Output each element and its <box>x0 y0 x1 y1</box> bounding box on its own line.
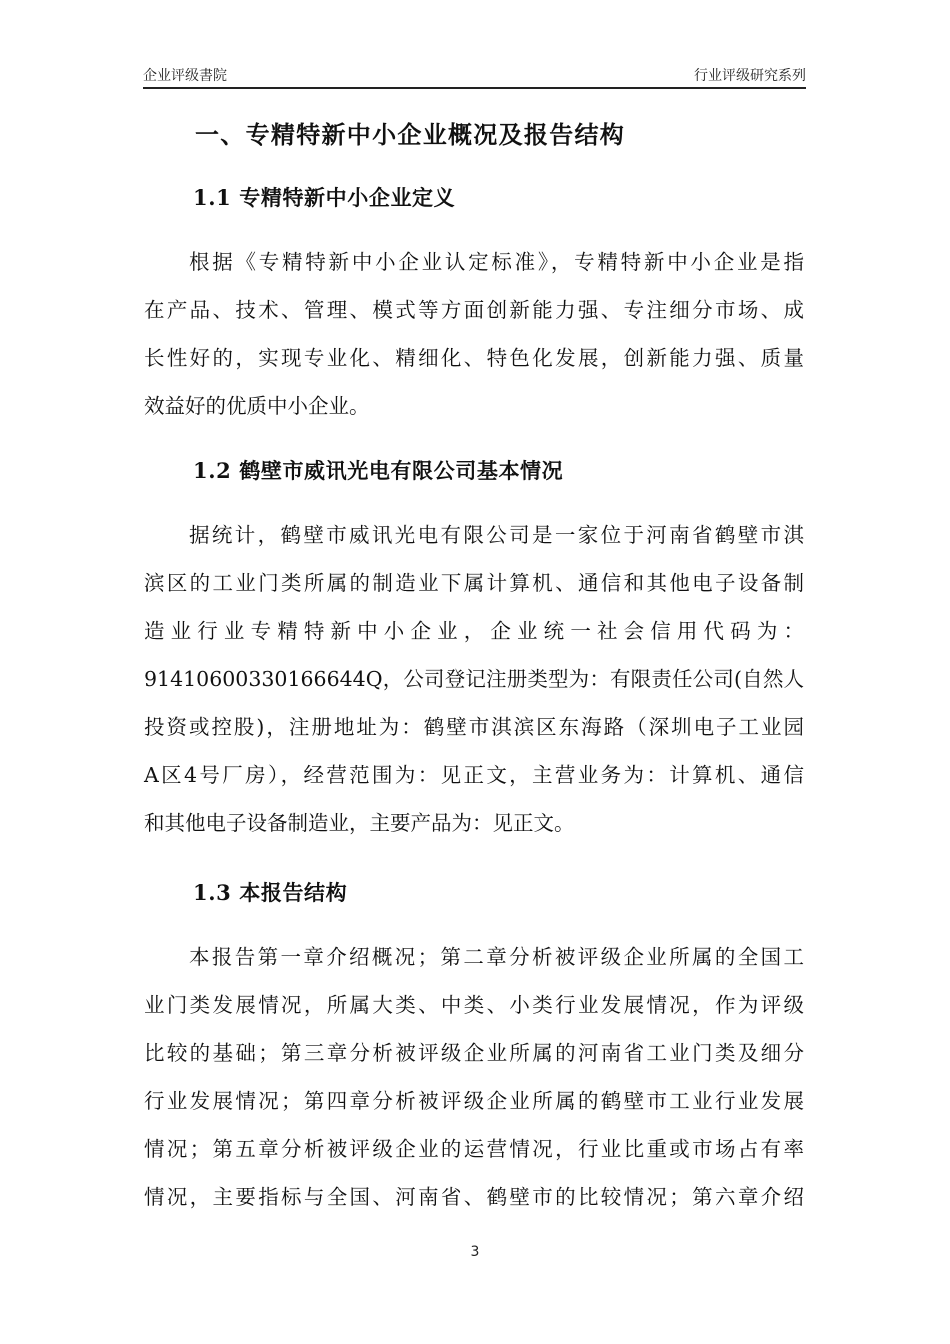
paragraph-line: 造业行业专精特新中小企业，企业统一社会信用代码为： <box>144 619 804 643</box>
chapter-title: 一、专精特新中小企业概况及报告结构 <box>195 120 626 149</box>
paragraph-line: 投资或控股)，注册地址为：鹤壁市淇滨区东海路（深圳电子工业园 <box>144 715 804 739</box>
header-divider <box>143 87 806 89</box>
paragraph-line: 效益好的优质中小企业。 <box>144 394 370 418</box>
paragraph-line: 在产品、技术、管理、模式等方面创新能力强、专注细分市场、成 <box>144 298 804 322</box>
paragraph-line: 业门类发展情况，所属大类、中类、小类行业发展情况，作为评级 <box>144 993 804 1017</box>
header-right-text: 行业评级研究系列 <box>694 68 806 84</box>
paragraph-line: 情况；第五章分析被评级企业的运营情况，行业比重或市场占有率 <box>144 1137 804 1161</box>
paragraph-line: 据统计，鹤壁市威讯光电有限公司是一家位于河南省鹤壁市淇 <box>189 523 804 547</box>
paragraph-line: 91410600330166644Q，公司登记注册类型为：有限责任公司(自然人 <box>144 667 804 691</box>
header-left-text: 企业评级書院 <box>143 68 227 84</box>
section-heading-1-3: 1.3 本报告结构 <box>193 880 348 905</box>
page-number: 3 <box>470 1244 480 1260</box>
paragraph-line: 滨区的工业门类所属的制造业下属计算机、通信和其他电子设备制 <box>144 571 804 595</box>
section-heading-1-2: 1.2 鹤壁市威讯光电有限公司基本情况 <box>193 458 564 483</box>
paragraph-line: 长性好的，实现专业化、精细化、特色化发展，创新能力强、质量 <box>144 346 804 370</box>
paragraph-line: 行业发展情况；第四章分析被评级企业所属的鹤壁市工业行业发展 <box>144 1089 804 1113</box>
section-heading-1-1: 1.1 专精特新中小企业定义 <box>193 185 456 210</box>
paragraph-line: 和其他电子设备制造业，主要产品为：见正文。 <box>144 811 575 835</box>
paragraph-line: A区4号厂房），经营范围为：见正文，主营业务为：计算机、通信 <box>144 763 804 787</box>
paragraph-line: 比较的基础；第三章分析被评级企业所属的河南省工业门类及细分 <box>144 1041 804 1065</box>
paragraph-line: 本报告第一章介绍概况；第二章分析被评级企业所属的全国工 <box>189 945 804 969</box>
paragraph-line: 根据《专精特新中小企业认定标准》，专精特新中小企业是指 <box>189 250 804 274</box>
paragraph-line: 情况，主要指标与全国、河南省、鹤壁市的比较情况；第六章介绍 <box>144 1185 804 1209</box>
